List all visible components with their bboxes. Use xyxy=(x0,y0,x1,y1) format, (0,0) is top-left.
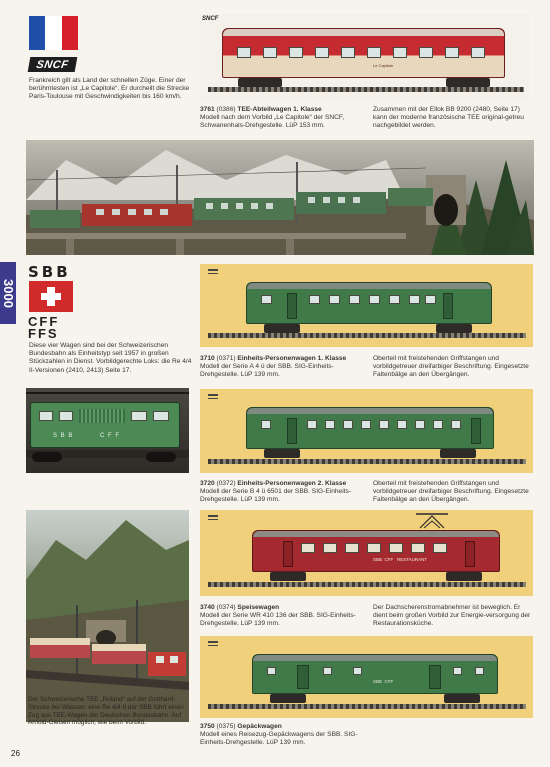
product-3740-number: 3740 xyxy=(200,604,215,611)
re44-locomotive-photo xyxy=(26,388,189,473)
product-3761-number: 3761 xyxy=(200,106,215,113)
panorama-scenery xyxy=(26,140,534,255)
sbb-dining-car-photo xyxy=(200,510,533,596)
tee-car-marking: Le Capitole xyxy=(373,63,394,68)
side-tab-label: 3000 xyxy=(0,278,16,308)
layout-panorama-photo xyxy=(26,140,534,255)
page-number: 26 xyxy=(11,749,20,758)
product-3740-caption xyxy=(200,604,363,629)
pantograph-icon xyxy=(412,512,452,530)
product-3740-old-number: (0374) xyxy=(216,604,236,611)
product-3720-note: Oberteil mit freistehenden Griffstangen und vorbildgetreuer dreifarbiger Beschriftung. Eingesetzte Faltenbälge an den Übergängen. xyxy=(373,480,529,504)
product-3710-title: Einheits-Personenwagen 1. Klasse xyxy=(237,355,347,362)
alpine-scenery xyxy=(26,510,189,722)
baggage-car-marking: SBB CFF xyxy=(373,679,394,684)
sncf-badge: SNCF xyxy=(202,16,219,22)
product-3750-number: 3750 xyxy=(200,723,215,730)
sbb-b4u-car-photo xyxy=(200,389,533,473)
sncf-logo xyxy=(28,57,78,72)
product-3710-old-number: (0371) xyxy=(216,355,236,362)
sbb-logo-bottom: CFF FFS xyxy=(28,314,60,341)
product-3750-caption xyxy=(200,723,363,748)
product-3761-caption xyxy=(200,106,363,131)
product-3750-old-number: (0375) xyxy=(216,723,236,730)
sbb-baggage-car-photo xyxy=(200,636,533,718)
swiss-cross-icon xyxy=(29,281,73,312)
loco-marking: S B B C F F xyxy=(53,433,121,439)
product-3710-caption xyxy=(200,355,363,380)
product-3720-caption xyxy=(200,480,363,505)
product-3750-desc: Modell eines Reisezug-Gepäckwagens der SBB. SIG-Einheits-Drehgestelle. LüP 139 mm. xyxy=(200,731,358,747)
product-3761-old-number: (0386) xyxy=(216,106,236,113)
alpine-caption: Der Schweizerische TEE „Roland“ auf der Gotthard-Strecke bei Wassen: eine Re 4/4 II der SBB führt einen Zug aus TEE-Wagen der Deutschen Bundesbahn. Auf Arnold-Gleisen möglich, wie beim Vorbild. xyxy=(28,696,184,727)
product-3720-desc: Modell der Serie B 4 ü 6501 der SBB. SIG-Einheits-Drehgestelle. LüP 139 mm. xyxy=(200,488,351,504)
product-3710-number: 3710 xyxy=(200,355,215,362)
gotthard-tee-photo xyxy=(26,510,189,727)
product-3720-title: Einheits-Personenwagen 2. Klasse xyxy=(237,480,347,487)
product-3761-title: TEE-Abteilwagen 1. Klasse xyxy=(237,106,322,113)
sbb-wing-badge xyxy=(208,269,218,274)
product-3710-desc: Modell der Serie A 4 ü der SBB. SIG-Einheits-Drehgestelle. LüP 139 mm. xyxy=(200,363,334,379)
sncf-logo-text: SNCF xyxy=(35,58,70,71)
tee-car-body xyxy=(222,28,505,78)
switzerland-intro: Diese vier Wagen sind bei der Schweizerischen Bundesbahn als Einheitstyp seit 1957 in großen Stückzahlen in Dienst. Vorbildgerechte Loks: die Re 4/4 II-Versionen (2410, 2413) Seite 17. xyxy=(29,342,192,374)
product-3740-desc: Modell der Serie WR 410 136 der SBB. SIG-Einheits-Drehgestelle. LüP 139 mm. xyxy=(200,612,356,628)
product-3720-old-number: (0372) xyxy=(216,480,236,487)
tee-car-photo xyxy=(200,14,529,101)
dining-car-marking: SBB CFF RESTAURANT xyxy=(373,557,428,562)
product-3740-note: Der Dachscherenstromabnehmer ist beweglich. Er dient beim großen Vorbild zur Energie-versorgung der Restaurationsküche. xyxy=(373,604,531,628)
france-intro: Frankreich gilt als Land der schnellen Züge. Einer der berühmtesten ist „Le Capitole“. Er durcheilt die Strecke Paris-Toulouse mit Geschwindigkeiten bis 160 km/h. xyxy=(29,77,190,101)
product-3710-note: Oberteil mit freistehenden Griffstangen und vorbildgetreuer dreifarbiger Beschriftung. Eingesetzte Faltenbälge an den Übergängen. xyxy=(373,355,529,379)
sbb-wing-badge-3 xyxy=(208,515,218,520)
product-3761-desc: Modell nach dem Vorbild „Le Capitole“ der SNCF, Schwanenhals-Drehgestelle. LüP 153 mm. xyxy=(200,114,345,130)
sbb-a4u-car-photo xyxy=(200,264,533,347)
french-flag xyxy=(29,16,78,50)
sbb-wing-badge-4 xyxy=(208,641,218,646)
product-3761-note: Zusammen mit der Ellok BB 9200 (2480, Seite 17) kann der moderne französische TEE original-getreu nachgebildet werden. xyxy=(373,106,524,130)
catalog-side-tab xyxy=(0,262,16,324)
product-3740-title: Speisewagen xyxy=(237,604,280,611)
sbb-wing-badge-2 xyxy=(208,394,218,399)
sbb-logo-top: SBB xyxy=(28,263,71,281)
product-3720-number: 3720 xyxy=(200,480,215,487)
product-3750-title: Gepäckwagen xyxy=(237,723,282,730)
